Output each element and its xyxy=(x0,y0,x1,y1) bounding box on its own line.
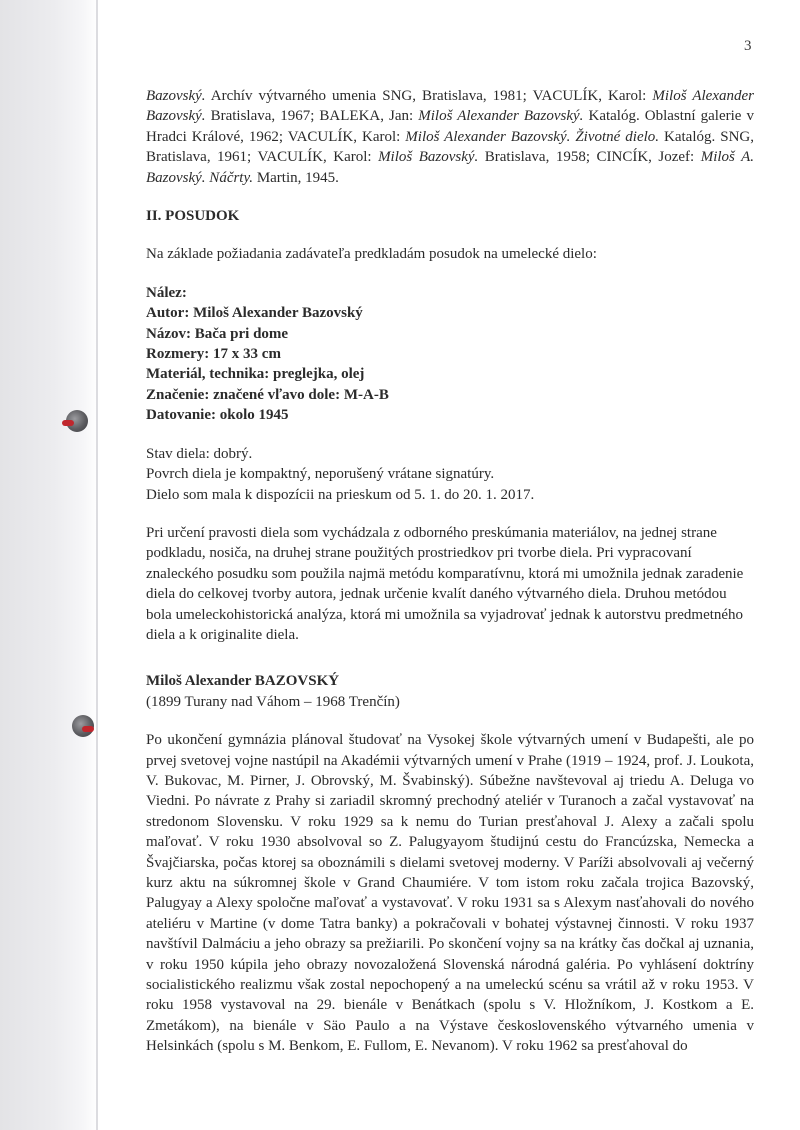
finding-signature: Značenie: značené vľavo dole: M-A-B xyxy=(146,386,389,403)
bib-segment: Miloš A. Bazovský. Náčrty. xyxy=(146,149,755,186)
bib-segment: Bratislava, 1967; BALEKA, Jan: xyxy=(205,108,419,125)
artist-life: (1899 Turany nad Váhom – 1968 Trenčín) xyxy=(146,693,400,710)
bib-segment: Bratislava, 1958; CINCÍK, Jozef: xyxy=(478,149,701,166)
condition-line: Dielo som mala k dispozícii na prieskum od 5. 1. do 20. 1. 2017. xyxy=(146,486,535,503)
bib-segment: Martin, 1945. xyxy=(253,169,339,186)
finding-dating: Datovanie: okolo 1945 xyxy=(146,407,289,424)
intro-text: Na základe požiadania zadávateľa predkladám posudok na umelecké dielo: xyxy=(146,246,597,263)
bib-segment: Archív výtvarného umenia SNG, Bratislava, 1981; VACULÍK, Karol: xyxy=(205,88,653,104)
finding-material: Materiál, technika: preglejka, olej xyxy=(146,366,365,383)
bib-segment: Miloš Bazovský. xyxy=(378,149,479,166)
condition-line: Povrch diela je kompaktný, neporušený vrátane signatúry. xyxy=(146,466,495,483)
method-paragraph: Pri určení pravosti diela som vychádzala z odborného preskúmania materiálov, na jednej strane podkladu, nosiča, na druhej strane použitých prostriedkov pri tvorbe diela. Pri vypracovaní znaleckého posudku som použila najmä metódu komparatívnu, ktorá mi umožnila jednak zaradenie diela do celkovej tvorby autora, jednak určenie kvalít daného výtvarného diela. Druhou metódou bola umeleckohistorická analýza, ktorá mi umožnila sa vyjadrovať jednak k autorstvu predmetného diela a k originalite diela. xyxy=(146,524,744,643)
page-number: 3 xyxy=(744,38,752,54)
document-content xyxy=(146,86,754,1057)
bibliography-paragraph xyxy=(146,86,754,188)
bib-segment: Miloš Alexander Bazovský. Životné dielo. xyxy=(405,128,660,145)
binder-mark-icon xyxy=(62,420,74,426)
finding-author: Autor: Miloš Alexander Bazovský xyxy=(146,305,363,322)
section-heading: II. POSUDOK xyxy=(146,208,240,225)
biography-paragraph: Po ukončení gymnázia plánoval študovať na Vysokej škole výtvarných umení v Budapešti, ale po prvej svetovej vojne nastúpil na Akadémii výtvarných umení v Prahe (1919 – 1924, prof. J. Loukota, V. Bukovac, M. Pirner, J. Obrovský, M. Švabinský). Súbežne navštevoval aj triedu A. Deluga vo Viedni. Po návrate z Prahy si zariadil skromný prechodný ateliér v Turanoch a začal vystavovať na stredonom Slovensku. V roku 1929 sa k nemu do Turian presťahoval J. Alexy a začali spolu maľovať. V roku 1930 absolvoval so Z. Palugyayom študijnú cestu do Francúzska, Nemecka a Švajčiarska, počas ktorej sa oboznámili s dielami svetovej moderny. V Paríži absolvovali aj večerný kurz aktu na súkromnej škole v Grand Chaumiére. V tom istom roku začala trojica Bazovský, Palugyay a Alexy spoločne maľovať a vystavovať. V roku 1931 sa s Alexym nasťahovali do nového ateliéru v Martine (v dome Tatra banky) a pokračovali v bohatej výstavnej činnosti. V roku 1937 navštívil Dalmáciu a jeho obrazy sa prežiarili. Po skončení vojny sa na krátky čas dočkal aj uznania, v roku 1950 kúpila jeho obrazy novozaložená Slovenská národná galéria. Po vyhlásení doktríny socialistického realizmu však zostal nepochopený a na umeleckú scénu sa vrátil až v roku 1953. V roku 1958 vystavoval na 29. bienále v Benátkach (spolu s V. Hložníkom, J. Kostkom a E. Zmetákom), na bienále v Säo Paulo a na Výstave československého výtvarného umenia v Helsinkách (spolu s M. Benkom, E. Fullom, E. Nevanom). V roku 1962 sa presťahoval do xyxy=(146,732,754,1055)
finding-dimensions: Rozmery: 17 x 33 cm xyxy=(146,346,281,363)
finding-title: Nález: xyxy=(146,284,187,301)
bib-segment: Miloš Alexander Bazovský. xyxy=(146,88,754,125)
binder-mark-icon xyxy=(82,726,94,732)
bib-segment: Katalóg. SNG, Bratislava, 1961; VACULÍK, Karol: xyxy=(146,128,754,166)
finding-block xyxy=(146,283,754,426)
bib-segment: Miloš Alexander Bazovský. xyxy=(418,108,584,125)
artist-name: Miloš Alexander BAZOVSKÝ xyxy=(146,673,340,690)
bib-segment: Bazovský. xyxy=(146,88,206,104)
bib-segment: Katalóg. Oblastní galerie v Hradci Králové, 1962; VACULÍK, Karol: xyxy=(146,108,754,145)
condition-line: Stav diela: dobrý. xyxy=(146,445,253,462)
condition-block xyxy=(146,444,754,505)
scan-margin-shadow xyxy=(0,0,98,1130)
finding-name: Názov: Bača pri dome xyxy=(146,325,289,342)
